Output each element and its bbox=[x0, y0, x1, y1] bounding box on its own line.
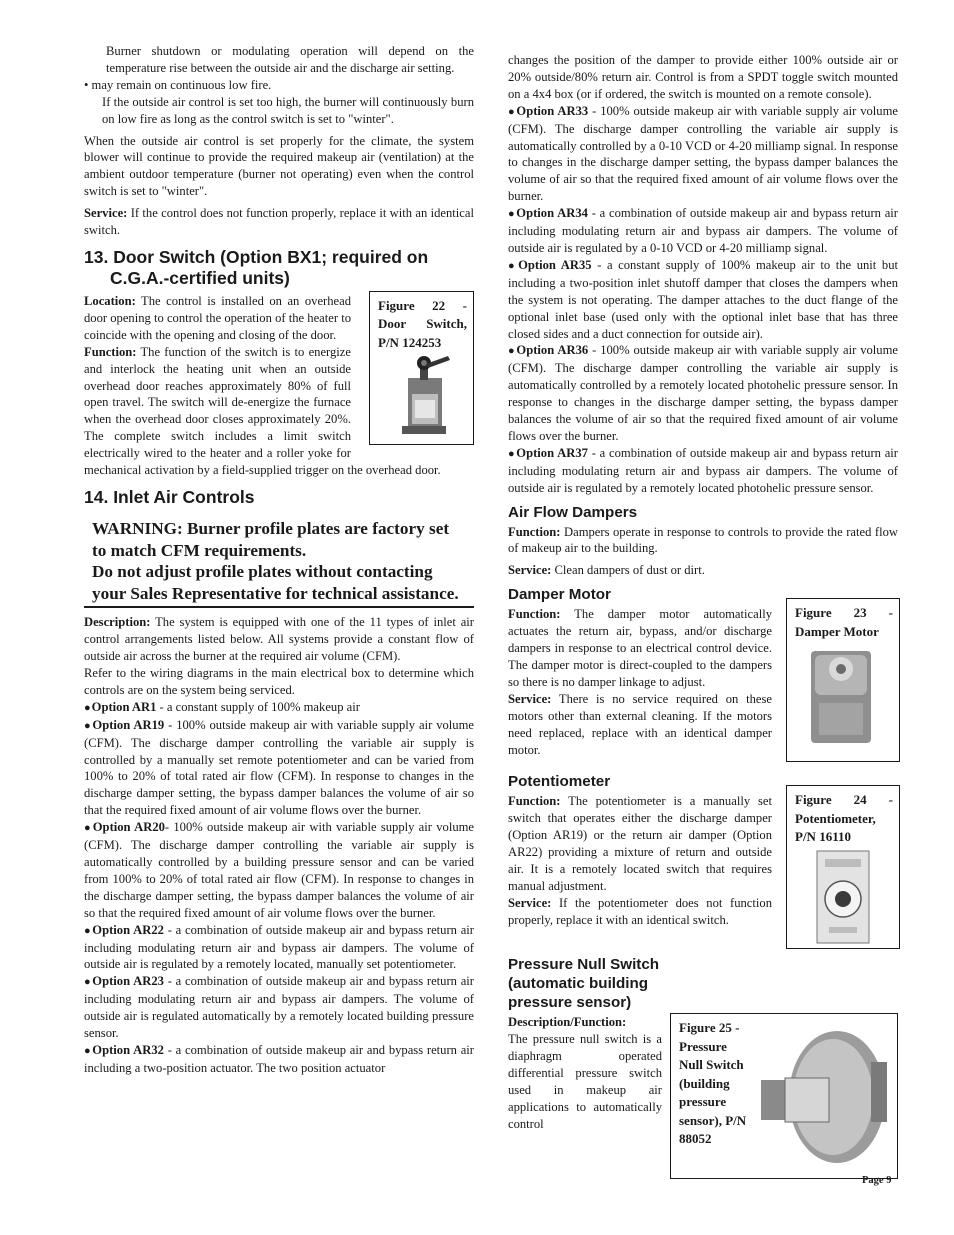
section-13-heading-line1: 13. Door Switch (Option BX1; required on bbox=[84, 246, 429, 267]
option-ar23 bbox=[84, 973, 474, 1042]
service-text: If the control does not function properly, replace it with an identical switch. bbox=[84, 206, 474, 238]
motor-function-text: The damper motor automatically actuates the return air, bypass, and/or discharge dampers in response to an electrical control device. The damper motor is direct-coupled to the dampers so there is no damper linkage to adjust. bbox=[508, 607, 772, 689]
dampers-service-label: Service: bbox=[508, 563, 552, 578]
description-paragraph bbox=[84, 614, 474, 665]
left-column bbox=[84, 43, 474, 1077]
option-ar20-label: Option AR20 bbox=[92, 820, 165, 835]
refer-paragraph: Refer to the wiring diagrams in the main electrical box to determine which controls are on the system being serviced. bbox=[84, 666, 474, 697]
option-ar35-label: Option AR35 bbox=[518, 257, 592, 272]
intro-paragraph-3: If the outside air control is set too high, the burner will continuously burn on low fire as long as the control switch is set to "winter". bbox=[102, 94, 474, 126]
figure-24-caption: Figure 24 - Potentiometer, P/N 16110 bbox=[795, 792, 893, 845]
damper-motor-heading: Damper Motor bbox=[508, 586, 611, 604]
service-label: Service: bbox=[84, 206, 128, 221]
option-ar35-text: - a constant supply of 100% makeup air to the unit but including a two-position inlet shutoff damper that closes the dampers when the system is not operating. The damper attaches to the duct flange of the optional inlet base (used only with the optional inlet base that has three closed sides and a duct connection for outside air). bbox=[508, 257, 898, 341]
option-ar32 bbox=[84, 1042, 474, 1077]
description-label: Description: bbox=[84, 615, 151, 630]
section-13-heading bbox=[84, 247, 474, 289]
figure-23-caption: Figure 23 - Damper Motor bbox=[795, 605, 893, 639]
option-ar34-text: - a combination of outside makeup air and bypass return air including modulating return air and bypass air dampers. The volume of outside air is regulated by a 0-10 VCD or 4-20 milliamp signal. bbox=[508, 206, 898, 255]
option-ar23-text: - a combination of outside makeup air and bypass return air including modulating return air and bypass air dampers. The volume of outside air is regulated automatically by a remotely located building pressure sensor. bbox=[84, 974, 474, 1041]
pot-service-label: Service: bbox=[508, 895, 552, 910]
motor-service-text: There is no service required on these motors other than external cleaning. If the motors need replaced, replace with an identical damper motor. bbox=[508, 691, 772, 757]
air-flow-dampers-heading: Air Flow Dampers bbox=[508, 503, 638, 521]
motor-function-label: Function: bbox=[508, 607, 561, 622]
option-ar1-label: Option AR1 bbox=[91, 699, 157, 714]
option-ar23-label: Option AR23 bbox=[92, 974, 164, 989]
figure-25-caption: Figure 25 - Pressure Null Switch (building pressure sensor), P/N 88052 bbox=[679, 1020, 747, 1146]
option-ar37-label: Option AR37 bbox=[516, 445, 588, 460]
option-ar33 bbox=[508, 103, 898, 205]
option-ar33-label: Option AR33 bbox=[516, 103, 589, 118]
figure-22-caption: Figure 22 - Door Switch, P/N 124253 bbox=[378, 297, 467, 350]
option-ar37 bbox=[508, 445, 898, 497]
damper-motor-image bbox=[807, 643, 877, 747]
section-13-heading-line2: C.G.A.-certified units) bbox=[110, 267, 290, 288]
potentiometer-image bbox=[813, 849, 873, 945]
intro-paragraph-1: Burner shutdown or modulating operation will depend on the temperature rise between the outside air and the discharge air setting. bbox=[106, 44, 474, 75]
option-ar32-label: Option AR32 bbox=[92, 1042, 164, 1057]
null-description-text: The pressure null switch is a diaphragm operated differential pressure switch used in makeup air applications to automatically control bbox=[508, 1032, 662, 1131]
option-ar34-label: Option AR34 bbox=[516, 206, 588, 221]
pot-service-text: If the potentiometer does not function properly, replace it with an identical switch. bbox=[508, 895, 772, 927]
dampers-function-text: Dampers operate in response to controls to provide the rated flow of makeup air to the building. bbox=[508, 524, 898, 556]
description-text: The system is equipped with one of the 11 types of inlet air control arrangements listed below. All systems provide a constant flow of outside air across the burner at the required air volume (CFM). bbox=[84, 615, 474, 664]
option-ar36-text: - 100% outside makeup air with variable supply air volume (CFM). The discharge damper controlling the variable air supply is automatically controlled by a remotely located photohelic pressure sensor. In response to changes in the discharge damper setting, the bypass damper balances the volume of air so that the required fixed amount of air volume flows over the burner. bbox=[508, 343, 898, 443]
section-14-heading: 14. Inlet Air Controls bbox=[84, 486, 255, 507]
warning-line-2: Do not adjust profile plates without contacting your Sales Representative for technical assistance. bbox=[92, 562, 459, 603]
potentiometer-heading: Potentiometer bbox=[508, 773, 611, 791]
dampers-service-paragraph bbox=[508, 562, 898, 579]
option-ar19-label: Option AR19 bbox=[92, 717, 165, 732]
option-ar20-text: - 100% outside makeup air with variable supply air volume (CFM). The discharge damper controlling the variable air supply is automatically controlled by a building pressure sensor and can be varied from 100% to 20% of total rated air flow (CFM). In response to changes in the discharge damper setting, the bypass damper balances the volume of air so that the required fixed amount of air volume flows over the burner. bbox=[84, 820, 474, 920]
option-ar20 bbox=[84, 819, 474, 921]
right-column bbox=[508, 52, 898, 1133]
dampers-function-label: Function: bbox=[508, 524, 561, 539]
function-text: The function of the switch is to energize and interlock the heating unit when an outside overhead door reaches approximately 80% of full open travel. The switch will de-energize the furnace when the overhead door closes approximately 20%. The complete switch includes a limit switch electrically wired to the heater and a roller yoke for mechanical activation by a field-supplied trigger on the overhead door. bbox=[84, 344, 441, 478]
null-description-label: Description/Function: bbox=[508, 1015, 627, 1030]
pressure-null-switch-image bbox=[761, 1022, 891, 1172]
null-description-paragraph bbox=[508, 1014, 662, 1132]
figure-24 bbox=[786, 785, 900, 949]
option-ar36-label: Option AR36 bbox=[516, 343, 589, 358]
warning-box bbox=[84, 512, 474, 608]
motor-service-label: Service: bbox=[508, 691, 552, 706]
location-label: Location: bbox=[84, 293, 136, 308]
option-ar19-text: - 100% outside makeup air with variable supply air volume (CFM). The discharge damper controlling the variable air supply is controlled by a manually set remote potentiometer and can be varied from 100% to 20% of total rated air flow (CFM). In response to changes in the discharge damper setting, the bypass damper balances the volume of air so that the required fixed amount of air volume flows over the burner. bbox=[84, 717, 474, 818]
pressure-null-text-block bbox=[508, 955, 662, 1132]
figure-23 bbox=[786, 598, 900, 762]
option-ar36 bbox=[508, 342, 898, 444]
figure-25 bbox=[670, 1013, 898, 1179]
option-ar34 bbox=[508, 205, 898, 257]
pressure-null-heading: Pressure Null Switch (automatic building pressure sensor) bbox=[508, 956, 660, 1012]
option-ar32-text: - a combination of outside makeup air and bypass return air including a two-position actuator. The two position actuator bbox=[84, 1042, 474, 1075]
pot-function-label: Function: bbox=[508, 794, 561, 809]
option-ar37-text: - a combination of outside makeup air and bypass return air including modulating return air and bypass air dampers. The volume of outside air is regulated by a remotely located photohelic pressure sensor. bbox=[508, 445, 898, 495]
door-switch-image bbox=[386, 354, 466, 436]
service-paragraph bbox=[84, 205, 474, 239]
option-ar1 bbox=[84, 699, 474, 717]
option-ar33-text: - 100% outside makeup air with variable supply air volume (CFM). The discharge damper controlling the variable air supply is automatically controlled by a 0-10 VCD or 4-20 milliamp signal. In response to changes in the discharge damper setting, the bypass damper balances the volume of air so that the required fixed amount of air volume flows over the burner. bbox=[508, 103, 898, 204]
option-ar22 bbox=[84, 922, 474, 974]
dampers-service-text: Clean dampers of dust or dirt. bbox=[551, 563, 705, 578]
intro-bullet: • may remain on continuous low fire. bbox=[84, 77, 272, 92]
location-text: The control is installed on an overhead door opening to control the operation of the heater to coincide with the opening and closing of the door. bbox=[84, 293, 351, 342]
dampers-function-paragraph bbox=[508, 524, 898, 558]
function-label: Function: bbox=[84, 344, 137, 359]
option-ar35 bbox=[508, 257, 898, 343]
figure-22 bbox=[369, 291, 474, 445]
intro-paragraph-4: When the outside air control is set properly for the climate, the system blower will continue to provide the required makeup air (ventilation) at the ambient outdoor temperature (burner not operating) even when the control switch is set to "winter". bbox=[84, 133, 474, 199]
option-ar1-text: - a constant supply of 100% makeup air bbox=[156, 699, 360, 714]
option-ar22-label: Option AR22 bbox=[92, 922, 164, 937]
option-ar22-text: - a combination of outside makeup air and bypass return air including modulating return air and bypass air dampers. The volume of outside air is regulated by a remotely located, manually set potentiometer. bbox=[84, 922, 474, 972]
warning-line-1: WARNING: Burner profile plates are factory set to match CFM requirements. bbox=[92, 518, 450, 560]
option-ar19 bbox=[84, 717, 474, 819]
option-ar32-continued: changes the position of the damper to provide either 100% outside air or 20% outside/80% return air. Control is from a SPDT toggle switch mounted on a 4x4 box (or if ordered, the switch is mounted on a remote console). bbox=[508, 53, 898, 101]
page-number: Page 9 bbox=[862, 1175, 892, 1186]
pot-function-text: The potentiometer is a manually set switch that operates either the discharge damper (Option AR19) or the return air damper (Option AR22) providing a mixture of return and outside air. It is a remotely located switch that requires manual adjustment. bbox=[508, 794, 772, 893]
